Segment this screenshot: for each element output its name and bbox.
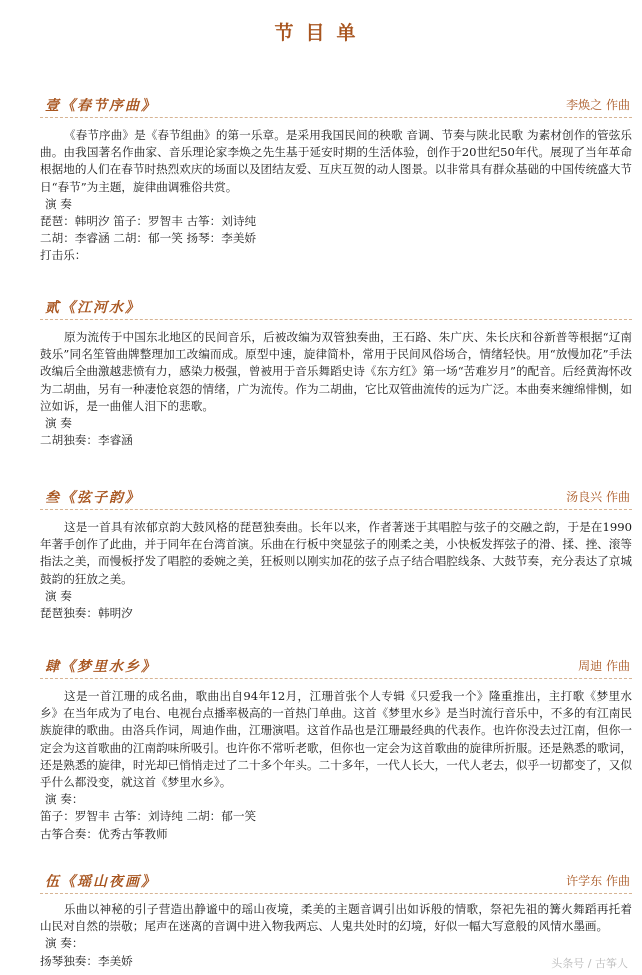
item-body (40, 329, 632, 449)
item-composer: 周迪 作曲 (578, 659, 630, 673)
item-title: 壹《春节序曲》 (45, 98, 157, 114)
item-body (40, 127, 632, 265)
performers-label: 演 奏 (45, 416, 72, 431)
performer-line: 打击乐： (40, 248, 87, 263)
dashed-divider (40, 319, 632, 320)
dashed-divider (40, 117, 632, 118)
program-item-5 (0, 871, 642, 970)
item-header (0, 871, 642, 895)
performers-label: 演 奏： (45, 936, 84, 951)
item-header (0, 487, 642, 511)
performers-label: 演 奏 (45, 588, 72, 603)
dashed-divider (40, 893, 632, 894)
item-description: 原为流传于中国东北地区的民间音乐，后被改编为双管独奏曲，王石路、朱广庆、朱长庆和谷新普等根据“辽南鼓乐”同名笙管曲牌整理加工改编而成。原型中速，旋律简朴，常用于民间风俗场合，情绪轻快。用“放慢加花”手法改编后全曲激越悲愤有力，感染力极强，曾被用于音乐舞蹈史诗《东方红》第一场“苦难岁月”的配音。后经黄海怀改为二胡曲，另有一种凄怆哀怨的情绪，广为流传。作为二胡曲，它比双管曲流传的远为广泛。本曲奏来缠绵悱恻，如泣如诉，是一曲催人泪下的悲歌。 (40, 330, 632, 413)
item-title: 肆《梦里水乡》 (45, 659, 157, 675)
item-title: 叁《弦子韵》 (45, 490, 141, 506)
item-header (0, 95, 642, 119)
item-composer: 许学东 作曲 (566, 874, 630, 888)
item-header (0, 656, 642, 680)
page-title: 节目单 (274, 22, 368, 44)
item-body (40, 688, 632, 843)
program-item-1 (0, 95, 642, 265)
item-description: 这是一首江珊的成名曲，歌曲出自94年12月，江珊首张个人专辑《只爱我一个》隆重推出，主打歌《梦里水乡》在当年成为了电台、电视台点播率极高的一首热门单曲。这首《梦里水乡》是当时流行音乐中，不多的有江南民族旋律的歌曲。由洛兵作词，周迪作曲，江珊演唱。这首作品也是江珊最经典的代表作。也许你没去过江南，但你一定会为这首歌曲的江南韵味所吸引。也许你不常听老歌，但你也一定会为这首歌曲的旋律所折服。还是熟悉的歌词，还是熟悉的旋律，时光却已悄悄走过了二十多个年头。二十多年，一代人长大，一代人老去，似乎一切都变了，又似乎什么都没变，就这首《梦里水乡》。 (40, 689, 632, 790)
item-title: 贰《江河水》 (45, 300, 141, 316)
item-title: 伍《瑶山夜画》 (45, 874, 157, 890)
performer-line: 琵琶独奏：韩明汐 (40, 606, 133, 621)
performer-line: 扬琴独奏：李美娇 (40, 953, 133, 968)
dashed-divider (40, 678, 632, 679)
performers-label: 演 奏 (45, 196, 72, 211)
performer-line: 古筝合奏：优秀古筝教师 (40, 826, 168, 841)
item-composer: 李焕之 作曲 (566, 98, 630, 112)
item-description: 乐曲以神秘的引子营造出静谧中的瑶山夜境，柔美的主题音调引出如诉般的情歌，祭祀先祖的篝火舞蹈再托着山民对自然的崇敬；尾声在迷离的音调中进入物我两忘、人鬼共处时的幻境，好似一幅大写意般的风情水墨画。 (40, 902, 632, 934)
item-composer: 汤良兴 作曲 (566, 490, 630, 504)
watermark: 头条号 / 古筝人 (551, 957, 628, 970)
program-item-4 (0, 656, 642, 843)
performer-line: 琵琶：韩明汐 笛子：罗智丰 古筝：刘诗纯 (40, 214, 257, 229)
program-item-3 (0, 487, 642, 622)
performer-line: 二胡：李睿涵 二胡：郁一笑 扬琴：李美娇 (40, 231, 257, 246)
item-body (40, 519, 632, 622)
performer-line: 笛子：罗智丰 古筝：刘诗纯 二胡：郁一笑 (40, 809, 257, 824)
item-body (40, 901, 632, 970)
dashed-divider (40, 509, 632, 510)
performers-label: 演 奏： (45, 792, 84, 807)
item-description: 这是一首具有浓郁京韵大鼓风格的琵琶独奏曲。长年以来，作者著迷于其唱腔与弦子的交融之韵，于是在1990年著手创作了此曲，并于同年在台湾首演。乐曲在行板中突显弦子的刚柔之美，小快板发挥弦子的滑、揉、挫、滚等指法之美，而慢板抒发了唱腔的委婉之美，狂板则以刚实加花的弦子点子结合唱腔线条、大鼓节奏，充分表达了京城鼓韵的狂放之美。 (40, 520, 632, 586)
item-header (0, 297, 642, 321)
program-item-2 (0, 297, 642, 449)
performer-line: 二胡独奏：李睿涵 (40, 433, 133, 448)
item-description: 《春节序曲》是《春节组曲》的第一乐章。是采用我国民间的秧歌 音调、节奏与陕北民歌 为素材创作的管弦乐曲。由我国著名作曲家、音乐理论家李焕之先生基于延安时期的生活体验，创作于20世纪50年代。展现了当年革命根据地的人们在春节时热烈欢庆的场面以及团结友爱、互庆互贺的动人图景。以非常具有群众基础的中国传统盛大节日“春节”为主题，旋律曲调雅俗共赏。 (40, 128, 632, 194)
